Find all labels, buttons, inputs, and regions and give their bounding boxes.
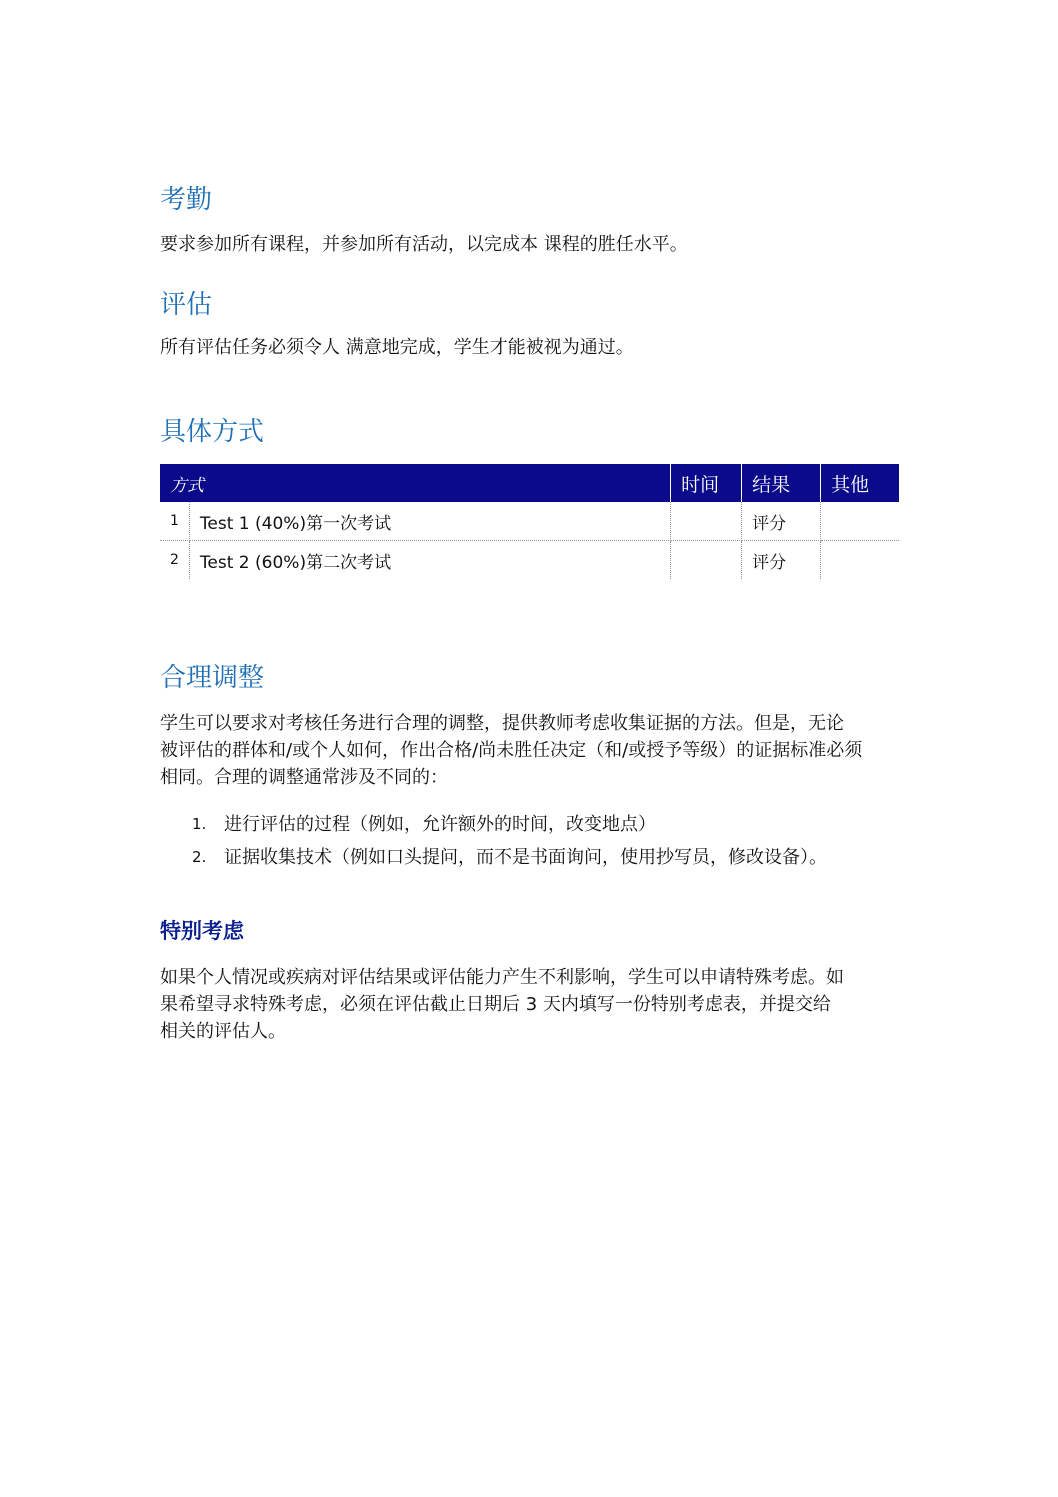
assessment-text: 所有评估任务必须令人 满意地完成，学生才能被视为通过。: [160, 337, 634, 358]
row-number: 1: [160, 502, 189, 541]
column-header-method: 方式: [160, 464, 671, 502]
methods-heading: 具体方式: [160, 417, 265, 447]
attendance-heading: 考勤: [160, 185, 213, 215]
table-header-row: [160, 464, 899, 502]
list-marker: 2.: [192, 848, 207, 866]
adjustment-line: 被评估的群体和/或个人如何，作出合格/尚未胜任决定（和/或授予等级）的证据标准必须: [160, 740, 863, 761]
list-item-text: 进行评估的过程（例如，允许额外的时间，改变地点）: [224, 814, 656, 835]
special-paragraph: [160, 964, 920, 1045]
adjustment-paragraph: [160, 710, 920, 791]
result-cell: 评分: [742, 502, 821, 541]
method-cell: Test 2 (60%)第二次考试: [189, 541, 670, 580]
time-cell: [671, 541, 742, 580]
column-header-time: 时间: [671, 464, 742, 502]
special-line: 果希望寻求特殊考虑，必须在评估截止日期后 3 天内填写一份特别考虑表，并提交给: [160, 994, 831, 1015]
result-cell: 评分: [742, 541, 821, 580]
other-cell: [821, 541, 899, 580]
adjustment-heading: 合理调整: [160, 663, 265, 693]
list-marker: 1.: [192, 815, 207, 833]
adjustment-line: 相同。合理的调整通常涉及不同的：: [160, 767, 448, 788]
special-line: 相关的评估人。: [160, 1021, 286, 1042]
table-row: [160, 541, 899, 580]
column-header-result: 结果: [742, 464, 821, 502]
list-item-text: 证据收集技术（例如口头提问，而不是书面询问，使用抄写员，修改设备）。: [224, 847, 827, 868]
adjustment-line: 学生可以要求对考核任务进行合理的调整，提供教师考虑收集证据的方法。但是，无论: [160, 713, 844, 734]
assessment-heading: 评估: [160, 290, 213, 320]
method-cell: Test 1 (40%)第一次考试: [189, 502, 670, 541]
column-header-other: 其他: [821, 464, 899, 502]
special-heading: 特别考虑: [160, 919, 244, 943]
row-number: 2: [160, 541, 189, 580]
time-cell: [671, 502, 742, 541]
table-row: [160, 502, 899, 541]
other-cell: [821, 502, 899, 541]
attendance-text: 要求参加所有课程，并参加所有活动，以完成本 课程的胜任水平。: [160, 234, 688, 255]
list-item: [160, 841, 920, 874]
assessment-methods-table: [160, 464, 899, 579]
list-item: [160, 808, 920, 841]
adjustment-list: [160, 808, 920, 874]
special-line: 如果个人情况或疾病对评估结果或评估能力产生不利影响，学生可以申请特殊考虑。如: [160, 967, 844, 988]
